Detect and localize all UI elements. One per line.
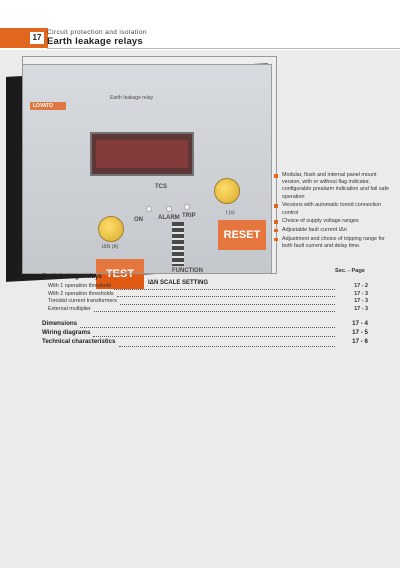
page-title: Earth leakage relays	[47, 36, 143, 47]
toc-row[interactable]: External multiplier 17 - 3	[48, 305, 368, 312]
led-label-alarm: ALARM	[158, 215, 180, 221]
led-label-on: ON	[134, 217, 143, 223]
toc-row[interactable]: With 1 operation threshold 17 - 2	[48, 283, 368, 289]
knob-left-scale: IΔN (A)	[102, 244, 119, 250]
reset-button: RESET	[218, 220, 266, 250]
function-label: FUNCTION	[172, 268, 203, 274]
header-divider	[47, 48, 400, 49]
feature-item: Adjustable fault current IΔn	[274, 227, 394, 234]
product-photo	[0, 50, 280, 286]
tcs-label: TCS	[155, 184, 167, 190]
toc-leader	[117, 296, 335, 297]
toc-leader	[80, 327, 335, 328]
section-subtitle: Circuit protection and isolation	[47, 29, 147, 36]
toc-row[interactable]: Dimensions 17 - 4	[42, 320, 368, 327]
brand-logo: LOVATO	[30, 102, 66, 110]
bullet-icon	[274, 204, 278, 208]
toc-row[interactable]: Technical characteristics 17 - 6	[42, 338, 368, 346]
bullet-icon	[274, 238, 278, 242]
feature-item: Choice of supply voltage ranges	[274, 218, 394, 225]
scale-setting-label: IΔN SCALE SETTING	[148, 280, 208, 286]
toc-main-entries	[42, 320, 368, 348]
toc-leader	[114, 289, 335, 290]
toc-row[interactable]: Toroidal current transformers 17 - 3	[48, 298, 368, 305]
bullet-icon	[274, 174, 278, 178]
toc-row[interactable]: Wiring diagrams 17 - 5	[42, 329, 368, 337]
toc-leader	[94, 311, 335, 312]
test-button: TEST	[96, 259, 144, 289]
toc-leader	[119, 346, 336, 347]
feature-item: Adjustment and choice of tripping range for both fault current and delay time.	[274, 236, 394, 250]
led-label-trip: TRIP	[182, 213, 196, 219]
bullet-icon	[274, 220, 278, 224]
chapter-number: 17	[30, 32, 44, 44]
toc-group-title: Earth leakage relays	[42, 273, 102, 280]
display-label: Earth leakage relay	[110, 95, 154, 101]
toc-subitems	[42, 283, 368, 313]
bullet-icon	[274, 229, 278, 233]
feature-item: Modular, flush and internal panel mount version, with or without flag indicator, configurable prealarm indication and fail safe operation	[274, 172, 394, 201]
feature-list	[274, 172, 394, 252]
toc-leader	[120, 304, 335, 305]
toc-leader	[93, 336, 335, 337]
feature-item: Versions with automatic toroid connection control	[274, 202, 394, 216]
sec-page-header: Sec. - Page	[335, 268, 365, 274]
knob-right-scale: t (s)	[226, 210, 235, 216]
toc-row[interactable]: With 2 operation thresholds 17 - 3	[48, 290, 368, 297]
transparent-cover	[22, 56, 277, 274]
